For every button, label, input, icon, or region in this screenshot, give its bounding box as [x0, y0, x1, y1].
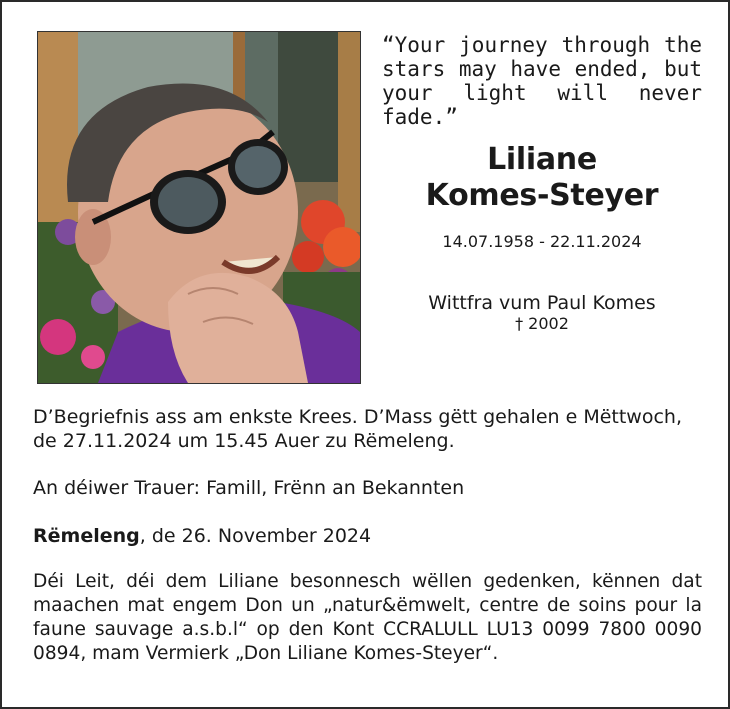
last-name: Komes-Steyer [425, 178, 659, 213]
quote-text: “Your journey through the stars may have ended, but your light will never fade.” [382, 33, 702, 129]
spouse-death: † 2002 [515, 314, 569, 333]
mourners-line: An déiwer Trauer: Famill, Frënn an Bekannten [33, 477, 465, 499]
first-name: Liliane [487, 142, 597, 177]
donation-info: Déi Leit, déi dem Liliane besonnesch wëllen gedenken, kënnen dat maachen mat engem Don un „natur&ëmwelt, centre de soins pour la faune sauvage a.s.b.l“ op den Kont CCRALULL LU13 0099 7800 0090 0894, mam Vermierk „Don Liliane Komes-Steyer“. [33, 571, 702, 664]
deceased-name [382, 142, 702, 214]
notice-date: , de 26. November 2024 [139, 525, 372, 547]
funeral-info: D’Begriefnis ass am enkste Krees. D’Mass gëtt gehalen e Mëttwoch, de 27.11.2024 um 15.45 Auer zu Rëmeleng. [33, 406, 682, 452]
spouse-line: Wittfra vum Paul Komes [428, 292, 656, 314]
life-dates: 14.07.1958 - 22.11.2024 [442, 232, 642, 251]
portrait-photo [37, 31, 361, 384]
place-name: Rëmeleng [33, 525, 140, 547]
spouse-info [382, 292, 702, 334]
place-date-line [33, 524, 702, 548]
